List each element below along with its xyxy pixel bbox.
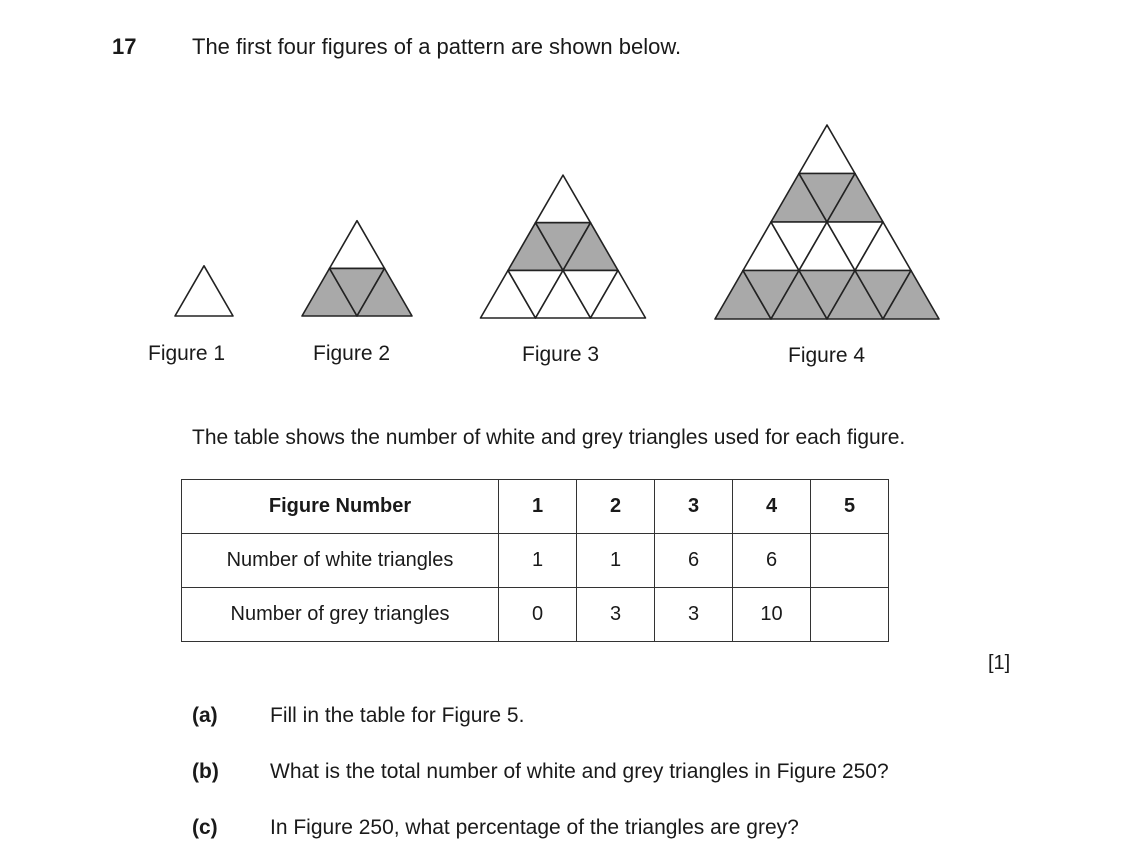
table-intro: The table shows the number of white and grey triangles used for each figure.	[192, 426, 906, 449]
white-triangle	[175, 266, 233, 316]
header-cell: 3	[655, 480, 733, 534]
table-cell: 0	[499, 588, 577, 642]
table-header-row	[182, 480, 889, 534]
part-c-text: In Figure 250, what percentage of the triangles are grey?	[270, 816, 799, 839]
figure-4-diagram	[715, 125, 939, 319]
figure-2-label: Figure 2	[313, 342, 391, 365]
figure-3-label: Figure 3	[522, 343, 600, 366]
header-cell: 5	[811, 480, 889, 534]
answer-cell-grey-figure-5[interactable]	[811, 588, 889, 642]
marks-indicator: [1]	[988, 652, 1011, 674]
table-cell: 3	[577, 588, 655, 642]
figure-1-label: Figure 1	[148, 342, 226, 365]
white-triangle	[330, 221, 385, 269]
table-cell: 1	[577, 534, 655, 588]
question-number: 17	[112, 34, 137, 59]
table-cell: 3	[655, 588, 733, 642]
header-cell: 4	[733, 480, 811, 534]
row-label: Number of grey triangles	[182, 588, 499, 642]
pattern-figures	[0, 100, 1140, 330]
figure-3-diagram	[481, 175, 646, 318]
white-triangle	[799, 125, 855, 174]
header-cell: 2	[577, 480, 655, 534]
part-c-label: (c)	[192, 816, 218, 839]
figure-1-diagram	[175, 266, 233, 316]
figure-2-diagram	[302, 221, 412, 316]
table-cell: 6	[655, 534, 733, 588]
header-cell: Figure Number	[182, 480, 499, 534]
part-b-text: What is the total number of white and grey triangles in Figure 250?	[270, 760, 889, 783]
white-triangle	[536, 175, 591, 223]
header-cell: 1	[499, 480, 577, 534]
table-cell: 10	[733, 588, 811, 642]
figure-4-label: Figure 4	[788, 344, 866, 367]
table-row-white	[182, 534, 889, 588]
table-row-grey	[182, 588, 889, 642]
table-cell: 1	[499, 534, 577, 588]
part-a-label: (a)	[192, 704, 218, 727]
question-intro: The first four figures of a pattern are shown below.	[192, 34, 682, 59]
row-label: Number of white triangles	[182, 534, 499, 588]
part-a-text: Fill in the table for Figure 5.	[270, 704, 525, 727]
table-cell: 6	[733, 534, 811, 588]
part-b-label: (b)	[192, 760, 219, 783]
answer-cell-white-figure-5[interactable]	[811, 534, 889, 588]
triangle-count-table	[181, 479, 889, 642]
